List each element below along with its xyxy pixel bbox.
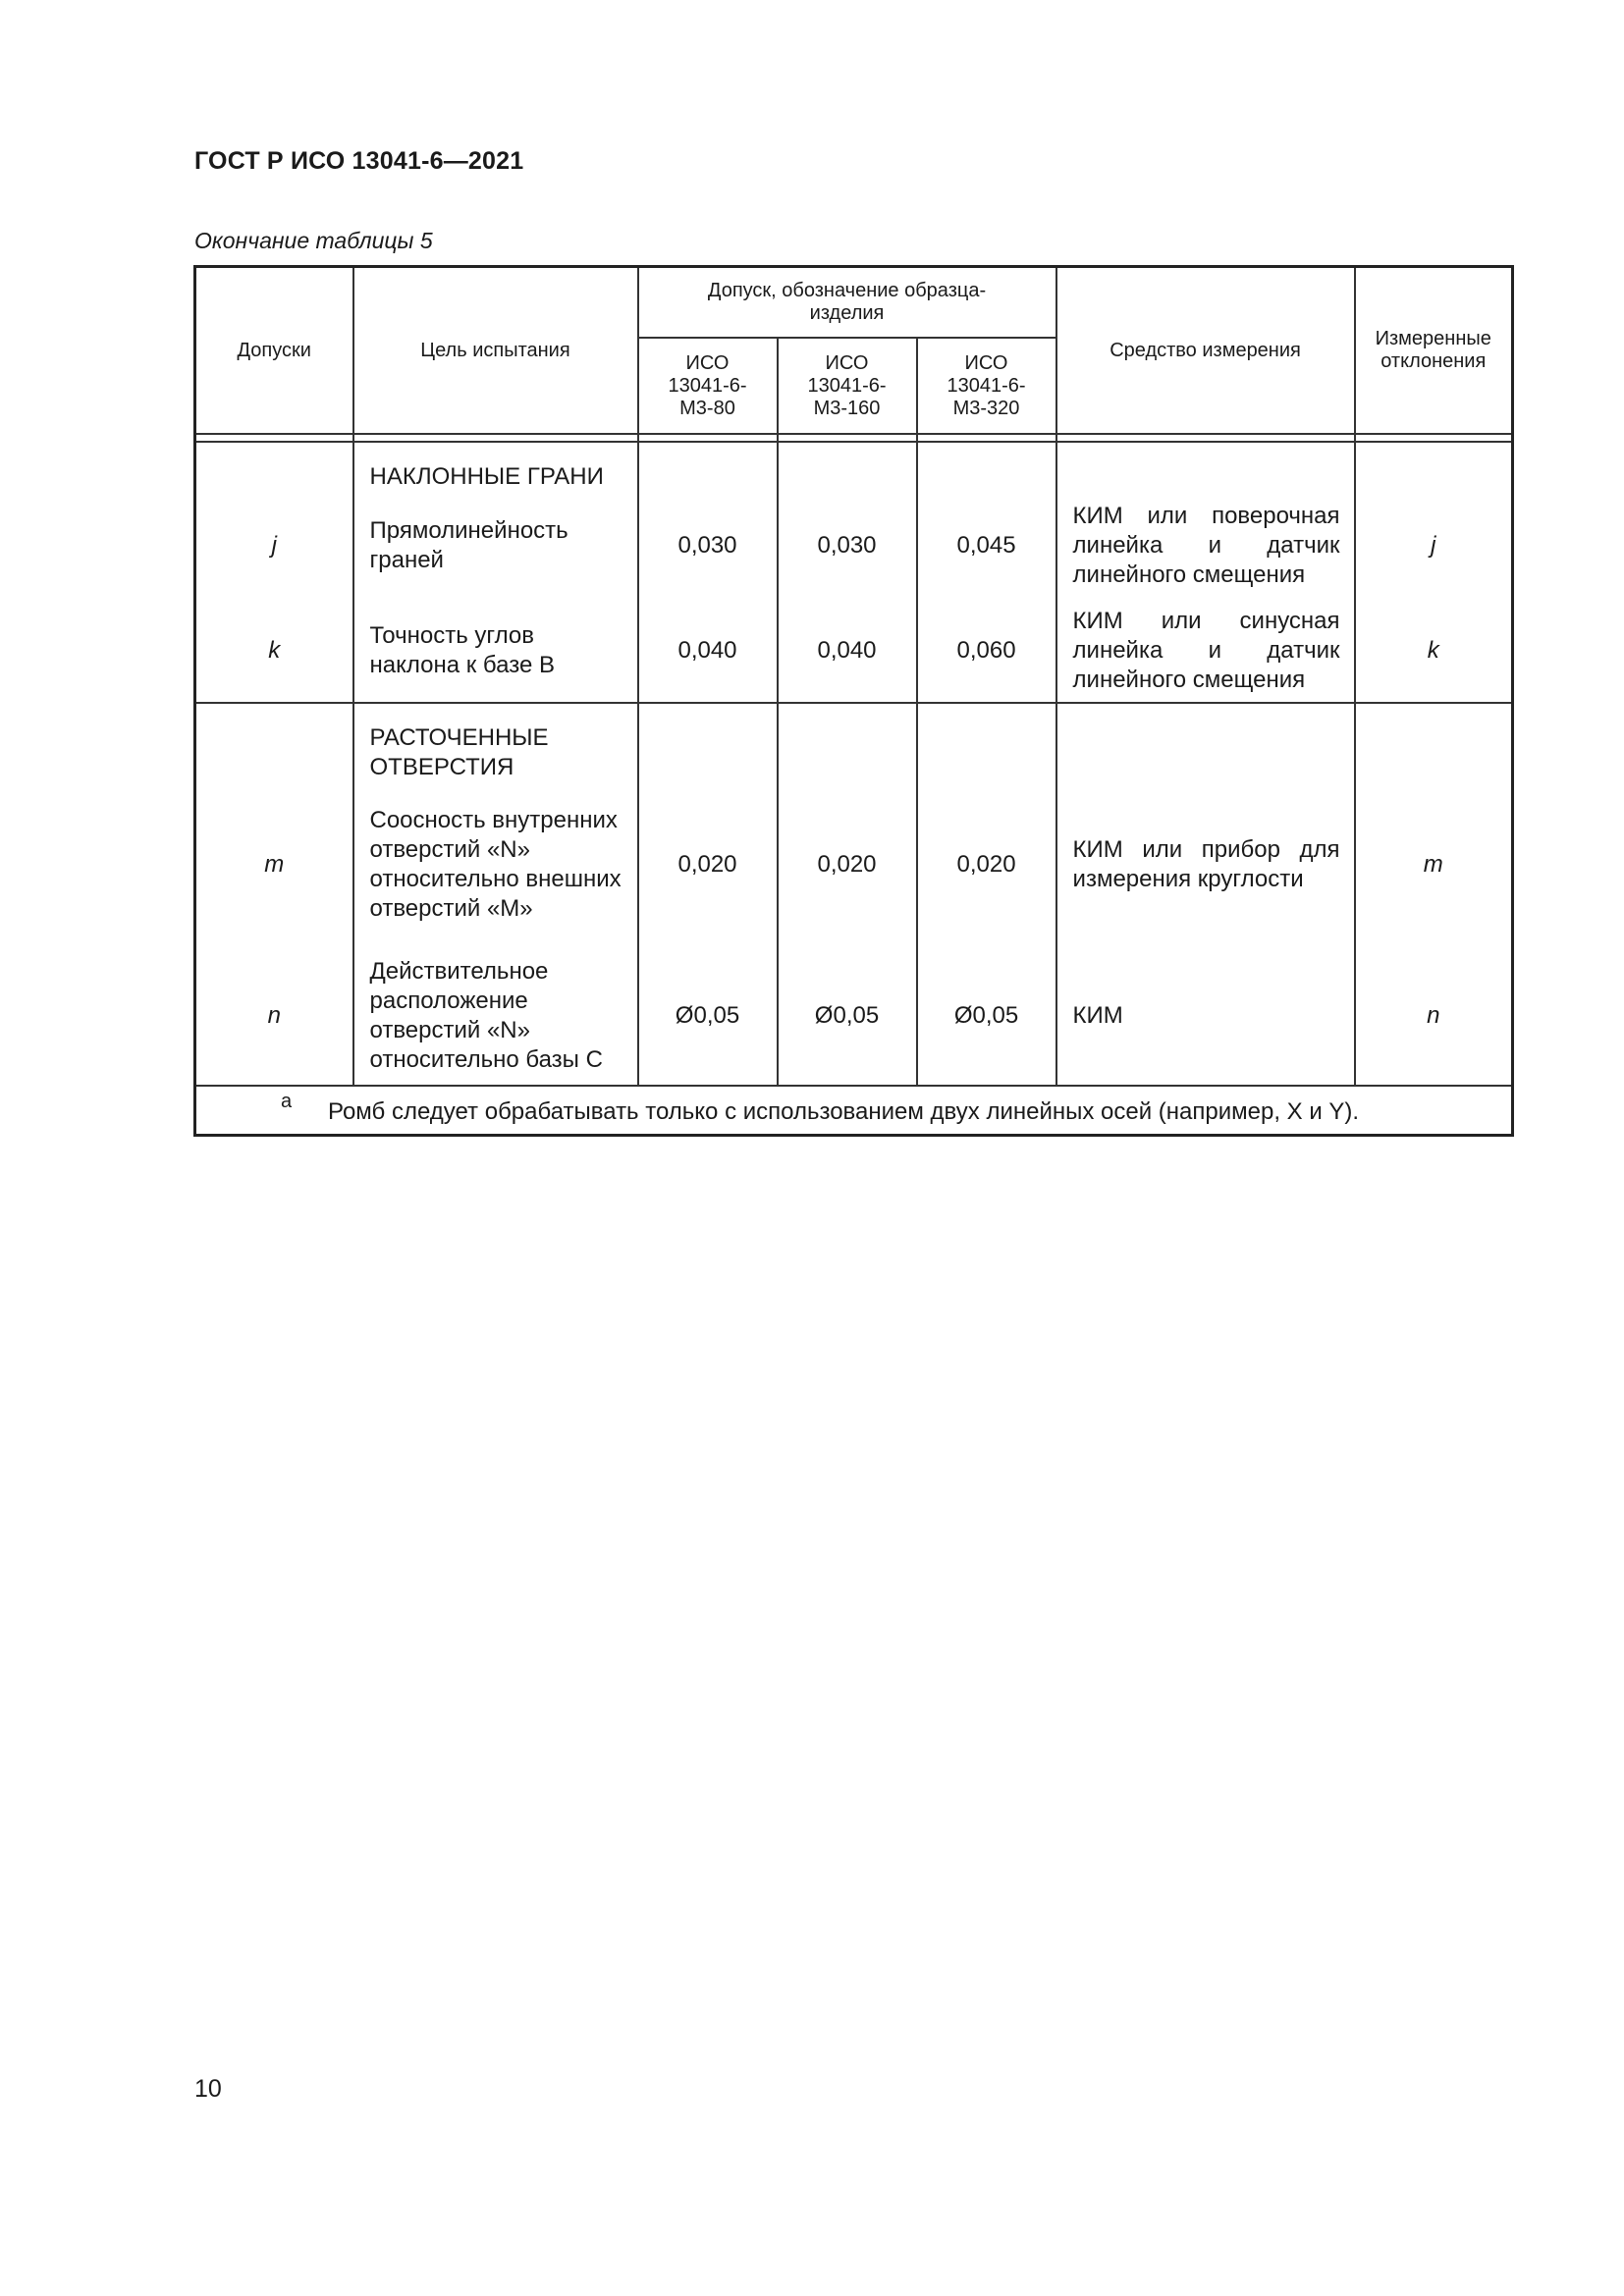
header-tolerance-group: Допуск, обозначение образца-изделия	[638, 267, 1056, 339]
tolerance-value: 0,045	[917, 492, 1056, 600]
header-tolerances: Допуски	[195, 267, 353, 435]
header-sample-320: ИСО 13041-6-М3-320	[917, 338, 1056, 434]
measured-deviation: k	[1355, 600, 1513, 703]
table-caption: Окончание таблицы 5	[194, 228, 433, 253]
measuring-means: КИМ или поверочная линейка и датчик линейного смещения	[1056, 492, 1355, 600]
measuring-means: КИМ	[1056, 947, 1355, 1086]
test-purpose: Прямолинейность граней	[353, 492, 638, 600]
tolerance-value: 0,020	[917, 782, 1056, 947]
table-row	[195, 600, 1513, 703]
document-code: ГОСТ Р ИСО 13041-6—2021	[194, 147, 524, 175]
tolerance-value: Ø0,05	[778, 947, 917, 1086]
header-means: Средство измерения	[1056, 267, 1355, 435]
tolerance-letter: n	[195, 947, 353, 1086]
measured-deviation: n	[1355, 947, 1513, 1086]
measuring-means: КИМ или синусная линейка и датчик линейного смещения	[1056, 600, 1355, 703]
footnote-mark: a	[281, 1091, 293, 1112]
test-purpose: Действительное расположение отверстий «N» относительно базы С	[353, 947, 638, 1086]
tolerance-value: 0,040	[778, 600, 917, 703]
table-row	[195, 947, 1513, 1086]
section-heading: НАКЛОННЫЕ ГРАНИ	[353, 442, 638, 492]
table-row	[195, 782, 1513, 947]
tolerance-value: 0,020	[638, 782, 778, 947]
section-heading-row	[195, 703, 1513, 782]
tolerance-value: 0,040	[638, 600, 778, 703]
tolerance-value: 0,030	[638, 492, 778, 600]
tolerance-value: Ø0,05	[917, 947, 1056, 1086]
tolerance-value: 0,020	[778, 782, 917, 947]
tolerance-table	[193, 265, 1514, 1137]
tolerance-letter: k	[195, 600, 353, 703]
footnote-text: Ромб следует обрабатывать только с использованием двух линейных осей (например, X и Y).	[328, 1098, 1360, 1125]
tolerance-value: 0,060	[917, 600, 1056, 703]
tolerance-letter: j	[195, 492, 353, 600]
tolerance-value: Ø0,05	[638, 947, 778, 1086]
measuring-means: КИМ или прибор для измерения круглости	[1056, 782, 1355, 947]
test-purpose: Соосность внутренних отверстий «N» относительно внешних отверстий «M»	[353, 782, 638, 947]
footnote	[195, 1086, 1513, 1136]
header-sample-160: ИСО 13041-6-М3-160	[778, 338, 917, 434]
page-number: 10	[194, 2075, 222, 2103]
tolerance-value: 0,030	[778, 492, 917, 600]
footnote-row	[195, 1086, 1513, 1136]
measured-deviation: m	[1355, 782, 1513, 947]
tolerance-letter: m	[195, 782, 353, 947]
header-measured: Измеренные отклонения	[1355, 267, 1513, 435]
measured-deviation: j	[1355, 492, 1513, 600]
table-row	[195, 492, 1513, 600]
header-purpose: Цель испытания	[353, 267, 638, 435]
header-separator	[195, 434, 1513, 442]
section-heading: РАСТОЧЕННЫЕ ОТВЕРСТИЯ	[353, 703, 638, 782]
header-sample-80: ИСО 13041-6-М3-80	[638, 338, 778, 434]
test-purpose: Точность углов наклона к базе В	[353, 600, 638, 703]
section-heading-row	[195, 442, 1513, 492]
